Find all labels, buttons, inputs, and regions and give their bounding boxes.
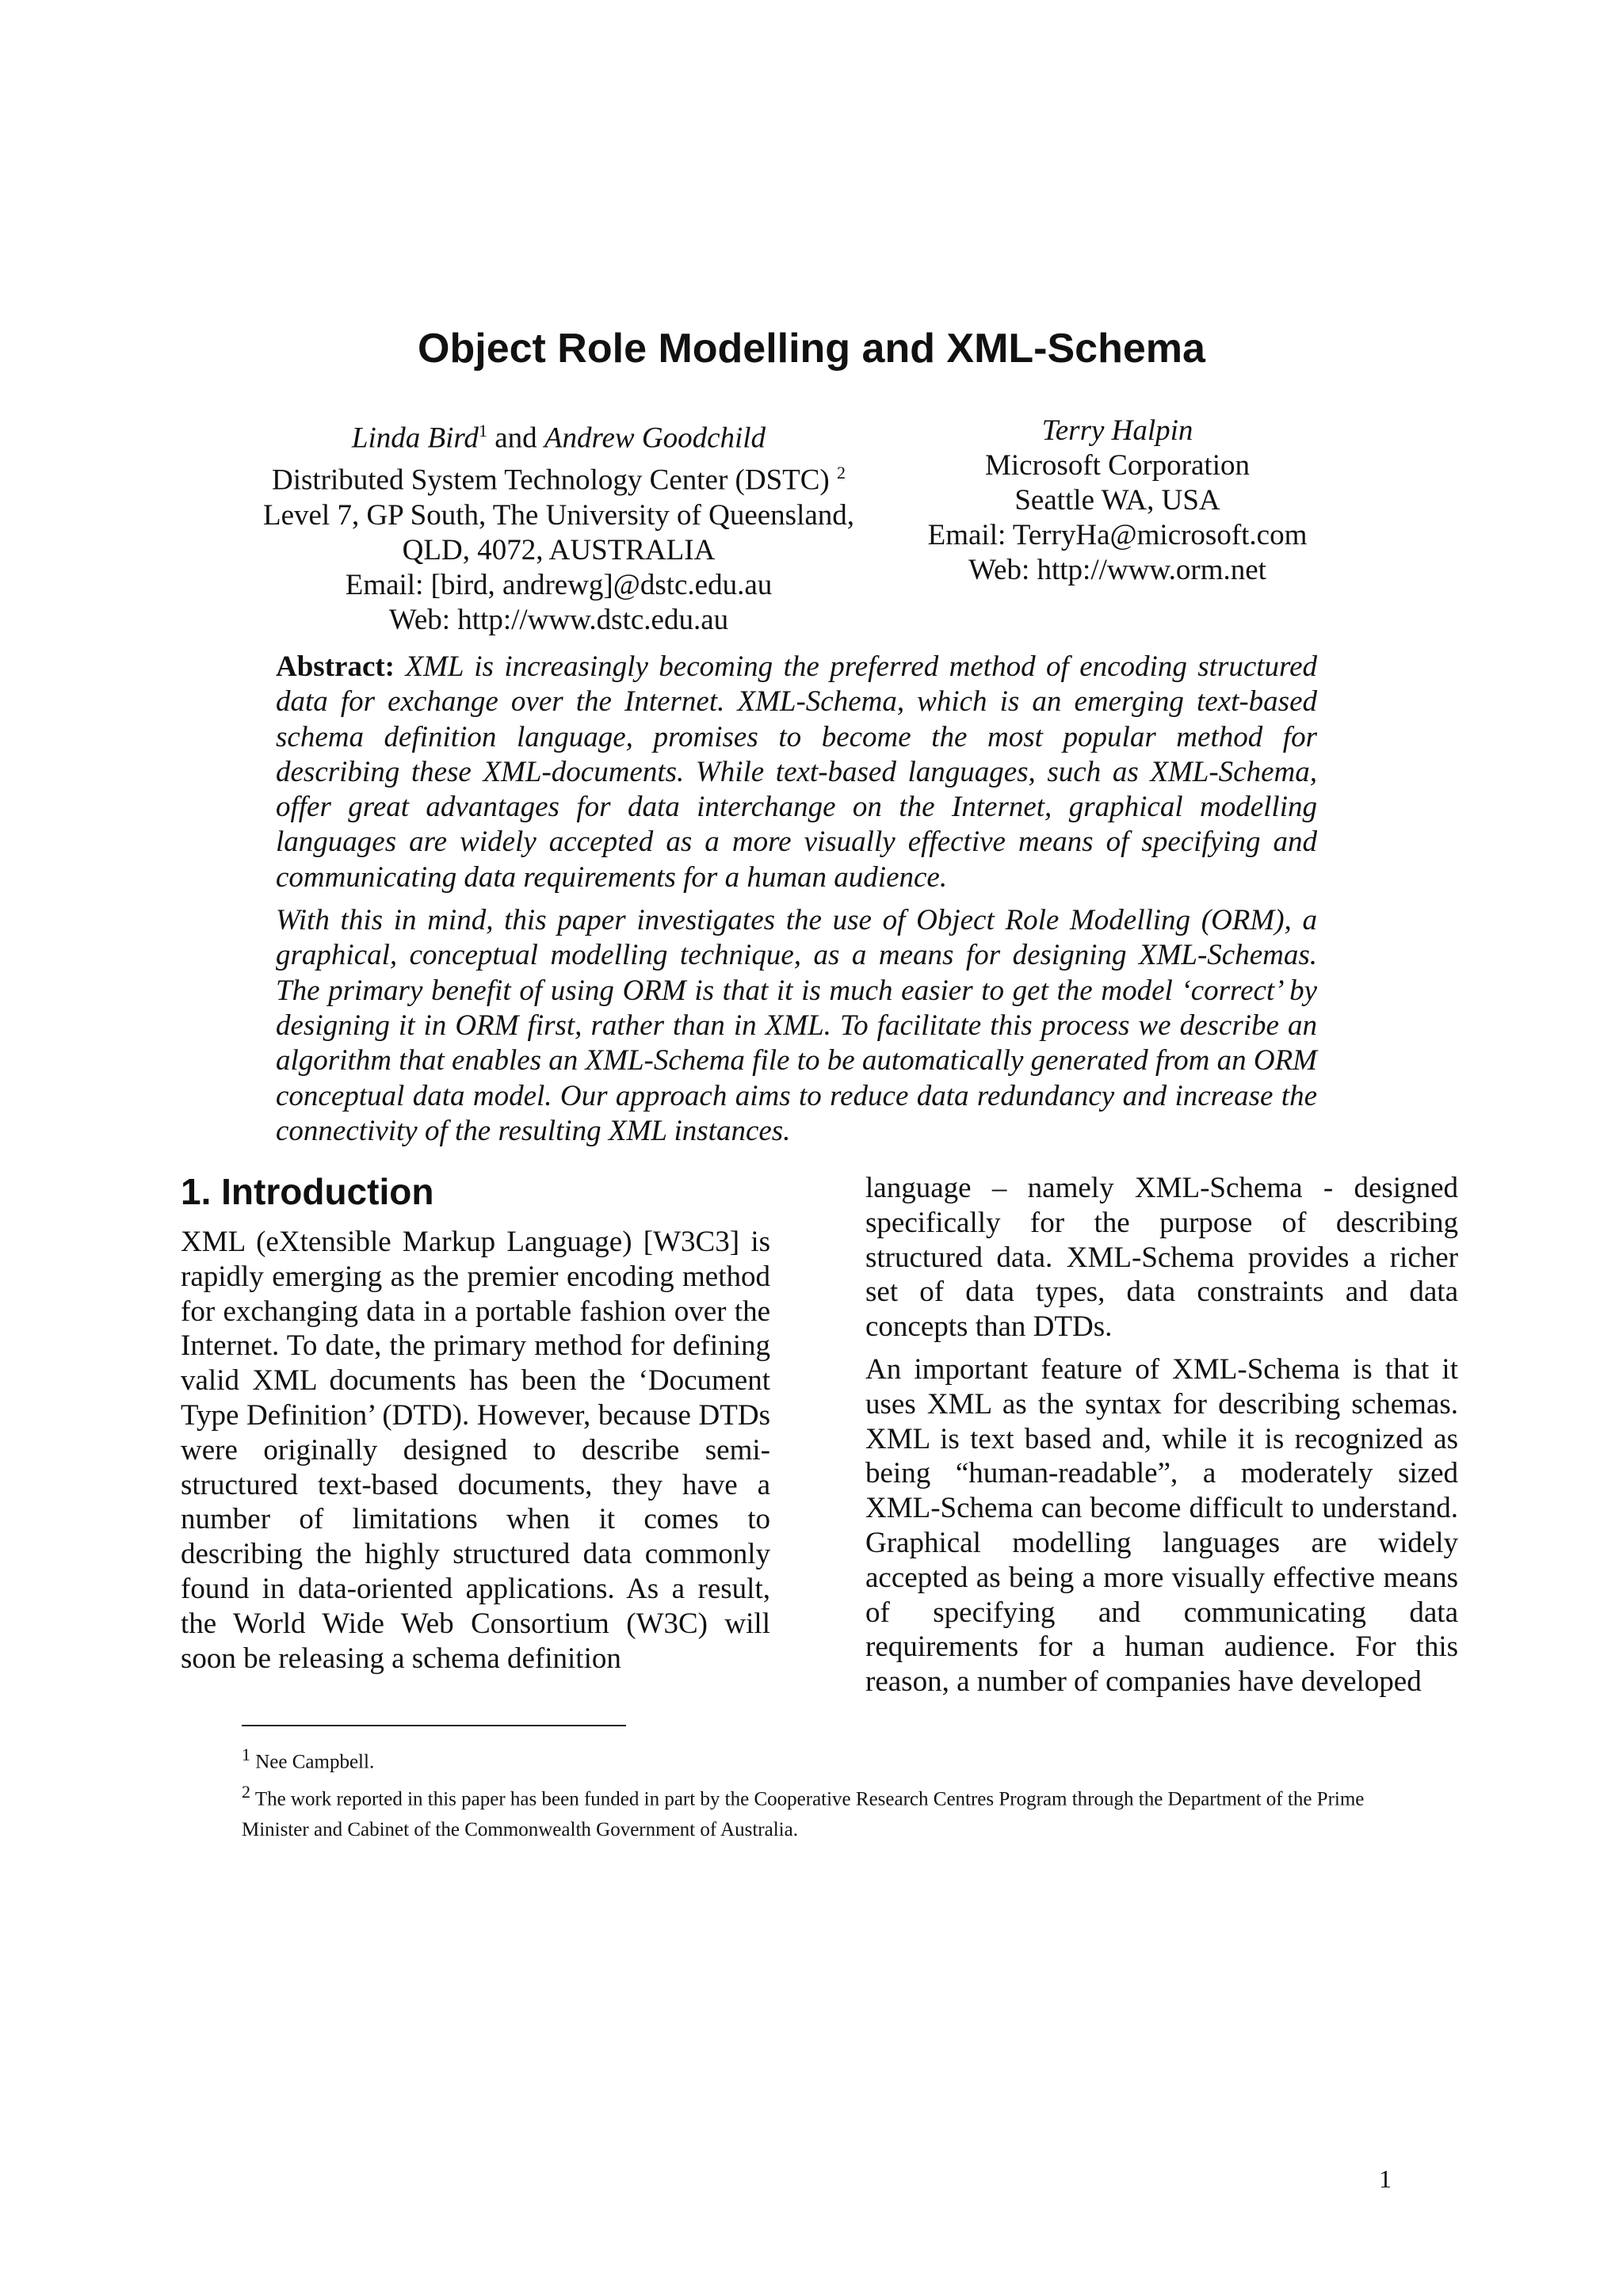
footnote-divider <box>242 1725 626 1726</box>
footnote-ref-2: 2 <box>837 463 846 483</box>
footnote-2-text: The work reported in this paper has been funded in part by the Cooperative Research Centres Program through the Department of the Prime Minister and Cabinet of the Commonwealth Government of Australia. <box>242 1788 1365 1840</box>
column-right <box>865 1171 1458 1699</box>
paper-title: Object Role Modelling and XML-Schema <box>418 326 1205 372</box>
author-name-halpin-text: Terry Halpin <box>1041 414 1193 447</box>
column-left <box>181 1171 770 1676</box>
footnote-1-mark: 1 <box>242 1745 250 1764</box>
author-name-halpin <box>888 414 1347 448</box>
abstract-paragraph-2: With this in mind, this paper investigates the use of Object Role Modelling (ORM), a graphical, conceptual modelling technique, as a means for designing XML-Schemas. The primary benefit of using ORM is that it is much easier to get the model ‘correct’ by designing it in ORM first, rather than in XML. To facilitate this process we describe an algorithm that enables an XML-Schema file to be automatically generated from an ORM conceptual data model. Our approach aims to reduce data redundancy and increase the connectivity of the resulting XML instances. <box>276 904 1317 1147</box>
author-name-goodchild: Andrew Goodchild <box>544 421 766 455</box>
author-block-left <box>254 414 864 638</box>
page-number: 1 <box>1379 2164 1392 2193</box>
author-names-line <box>254 414 864 456</box>
email-microsoft: Email: TerryHa@microsoft.com <box>927 519 1308 551</box>
intro-paragraph-right-2: An important feature of XML-Schema is that it uses XML as the syntax for describing schemas. XML is text based and, while it is recognized as being “human-readable”, a moderately sized XML-Schema can become difficult to understand. Graphical modelling languages are widely accepted as being a more visually effective means of specifying and communicating data requirements for a human audience. For this reason, a number of companies have developed <box>865 1352 1458 1699</box>
author-name-bird: Linda Bird <box>351 421 479 455</box>
section-heading-introduction: 1. Introduction <box>181 1171 434 1212</box>
footnote-1 <box>242 1740 1399 1777</box>
footnotes <box>242 1740 1399 1845</box>
address-line-2: QLD, 4072, AUSTRALIA <box>402 533 716 566</box>
intro-paragraph-left: XML (eXtensible Markup Language) [W3C3] is rapidly emerging as the premier encoding method for exchanging data in a portable fashion over the Internet. To date, the primary method for defining valid XML documents has been the ‘Document Type Definition’ (DTD). However, because DTDs were originally designed to describe semi-structured text-based documents, they have a number of limitations when it comes to describing the highly structured data commonly found in data-oriented applications. As a result, the World Wide Web Consortium (W3C) will soon be releasing a schema definition <box>181 1226 770 1675</box>
web-dstc: Web: http://www.dstc.edu.au <box>388 603 729 636</box>
footnote-1-text: Nee Campbell. <box>255 1751 375 1773</box>
address-line-1: Level 7, GP South, The University of Queensland, <box>262 498 855 532</box>
abstract-paragraph-1 <box>276 650 1317 895</box>
affiliation-dstc: Distributed System Technology Center (DSTC) <box>271 463 830 497</box>
author-connector: and <box>495 421 537 455</box>
footnote-ref-1: 1 <box>478 421 487 441</box>
abstract <box>276 650 1317 1149</box>
affiliation-microsoft: Microsoft Corporation <box>985 449 1250 482</box>
email-dstc: Email: [bird, andrewg]@dstc.edu.au <box>345 568 773 601</box>
abstract-label: Abstract: <box>276 650 395 683</box>
intro-paragraph-right-1: language – namely XML-Schema - designed specifically for the purpose of describing structured data. XML-Schema provides a richer set of data types, data constraints and data concepts than DTDs. <box>865 1172 1458 1344</box>
footnote-2 <box>242 1777 1399 1844</box>
location-seattle: Seattle WA, USA <box>1014 484 1220 517</box>
author-block-right <box>888 414 1347 588</box>
web-orm: Web: http://www.orm.net <box>968 554 1266 586</box>
affiliation-line <box>254 456 864 498</box>
abstract-text-1: XML is increasingly becoming the preferred method of encoding structured data for exchange over the Internet. XML-Schema, which is an emerging text-based schema definition language, promises to become the most popular method for describing these XML-documents. While text-based languages, such as XML-Schema, offer great advantages for data interchange on the Internet, graphical modelling languages are widely accepted as a more visually effective means of specifying and communicating data requirements for a human audience. <box>276 650 1318 894</box>
footnote-2-mark: 2 <box>242 1782 250 1802</box>
